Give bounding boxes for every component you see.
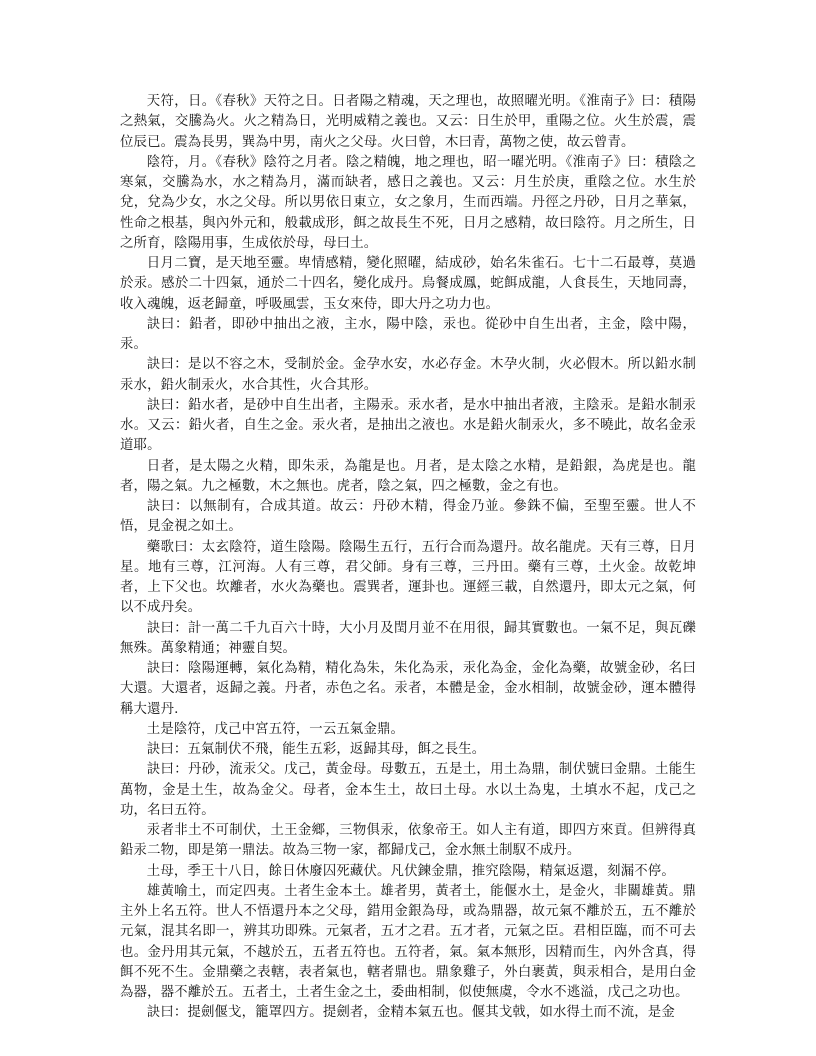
- paragraph-tumu: 土母，季王十八日，餘日休廢囚死藏伏。凡伏鍊金鼎，推究陰陽，精氣返還，刻漏不停。: [146, 863, 675, 879]
- paragraph-xionghuang: 雄黃喻土，而定四夷。土者生金本土。雄者男，黃者土，能偃水土，是金火，非關雄黃。鼎主外上名五符。世人不悟還丹本之父母，錯用金銀為母，或為鼎器，故元氣不離於五，五不離於元氣，混其名即一，辨其功即殊。元氣者，五才之君。五才者，元氣之臣。君相臣臨，而不可去也。金丹用其元氣，不越於五，五者五符也。五符者，氣。氣本無形，因精而生，內外含真，得餌不死不生。金鼎藥之表轄，表者氣也，轄者鼎也。鼎象雞子，外白裹黃，與汞相合，是用白金為器，器不離於五。五者土，土者生金之土，委曲相制，似使無虞，令水不逃溢，戊己之功也。: [120, 883, 696, 1000]
- paragraph-jue-wuzhiyou: 訣曰：以無制有，合成其道。故云：丹砂木精，得金乃並。參銖不偏，至聖至靈。世人不悟，見金視之如土。: [120, 499, 696, 535]
- paragraph-riyue-erbao: 日月二寶，是天地至靈。卑情感精，變化照曜，結成砂，始名朱雀石。七十二石最尊，莫過於汞。感於二十四氣，通於二十四名，變化成丹。烏餐成鳳，蛇餌成龍，人食長生，天地同壽，收入魂魄，返老歸童，呼吸風雲，玉女來侍，即大丹之功力也。: [120, 256, 696, 312]
- paragraph-jue-qian: 訣曰：鉛者，即砂中抽出之液，主水，陽中陰，汞也。從砂中自生出者，主金，陰中陽，汞。: [120, 316, 696, 352]
- paragraph-rizhe: 日者，是太陽之火精，即朱汞，為龍是也。月者，是太陰之水精，是鉛銀，為虎是也。龍者，陽之氣。九之極數，木之無也。虎者，陰之氣，四之極數，金之有也。: [120, 458, 696, 494]
- paragraph-yinfu: 陰符，月。《春秋》陰符之月者。陰之精魄，地之理也，昭一曜光明。《淮南子》曰：積陰之寒氣，交騰為水，水之精為月，滿而缺者，感日之義也。又云：月生於庚，重陰之位。水生於兌，兌為少女，水之父母。所以男依日東立，女之象月，生而西端。丹徑之丹砂，日月之華氣，性命之根基，與內外元和，般載成形，餌之故長生不死，日月之感精，故曰陰符。月之所生，日之所育，陰陽用事，生成依於母，母曰土。: [120, 154, 696, 251]
- paragraph-jue-dansha: 訣曰：丹砂，流汞父。戊己，黃金母。母數五，五是土，用土為鼎，制伏號曰金鼎。土能生萬物，金是土生，故為金父。母者，金本生土，故曰土母。水以土為鬼，土填水不起，戊己之功，名曰五符。: [120, 762, 696, 818]
- paragraph-jue-burong: 訣曰：是以不容之木，受制於金。金孕水安，水必存金。木孕火制，火必假木。所以鉛水制汞水，鉛火制汞火，水合其性，火合其形。: [120, 357, 696, 393]
- paragraph-jue-wuqi: 訣曰：五氣制伏不飛，能生五彩，返歸其母，餌之長生。: [146, 742, 486, 757]
- paragraph-tianfu: 天符，日。《春秋》天符之日。日者陽之精魂，天之理也，故照曜光明。《淮南子》曰：積陽之熱氣，交騰為火。火之精為日，光明威精之義也。又云：日生於甲，重陽之位。火生於震，震位辰已。震為長男，巽為中男，南火之父母。火曰曾，木曰青，萬物之使，故云曾青。: [120, 94, 696, 150]
- paragraph-jue-yiwan: 訣曰：計一萬二千九百六十時，大小月及閏月並不在用很，歸其實數也。一氣不足，與瓦礫無殊。萬象精通；神靈自契。: [120, 620, 696, 656]
- paragraph-yaoge: 藥歌曰：太玄陰符，道生陰陽。陰陽生五行，五行合而為還丹。故名龍虎。天有三尊，日月星。地有三尊，江河海。人有三尊，君父師。身有三尊，三丹田。藥有三尊，土火金。故乾坤者，上下父也。坎離者，水火為藥也。震巽者，運卦也。運經三載，自然還丹，即太元之氣，何以不成丹矣。: [120, 539, 696, 616]
- paragraph-tu-yinfu: 土是陰符，戊己中宮五符，一云五氣金鼎。: [146, 721, 405, 737]
- document-page: [120, 92, 696, 1042]
- paragraph-jue-tijian: 訣曰：提劍偃戈，籠罩四方。提劍者，金精本氣五也。偃其戈戟，如水得土而不流，是金: [146, 1005, 675, 1021]
- paragraph-jue-qianshui: 訣曰：鉛水者，是砂中自生出者，主陽汞。汞水者，是水中抽出者液，主陰汞。是鉛水制汞水。又云：鉛火者，自生之金。汞火者，是抽出之液也。水是鉛火制汞火，多不曉此，故名金汞道耶。: [120, 397, 696, 454]
- paragraph-gongzhe: 汞者非土不可制伏，土王金鄉，三物俱汞，依象帝王。如人主有道，即四方來貢。但辨得真鉛汞二物，即是第一鼎法。故為三物一家，都歸戊己，金水無土制馭不成丹。: [120, 823, 696, 859]
- paragraph-jue-yinyang: 訣曰：陰陽運轉，氣化為精，精化為朱，朱化為汞，汞化為金，金化為藥，故號金砂，名曰大還。大還者，返歸之義。丹者，赤色之名。汞者，本體是金，金水相制，故號金砂，運本體得稱大還丹.: [120, 661, 696, 717]
